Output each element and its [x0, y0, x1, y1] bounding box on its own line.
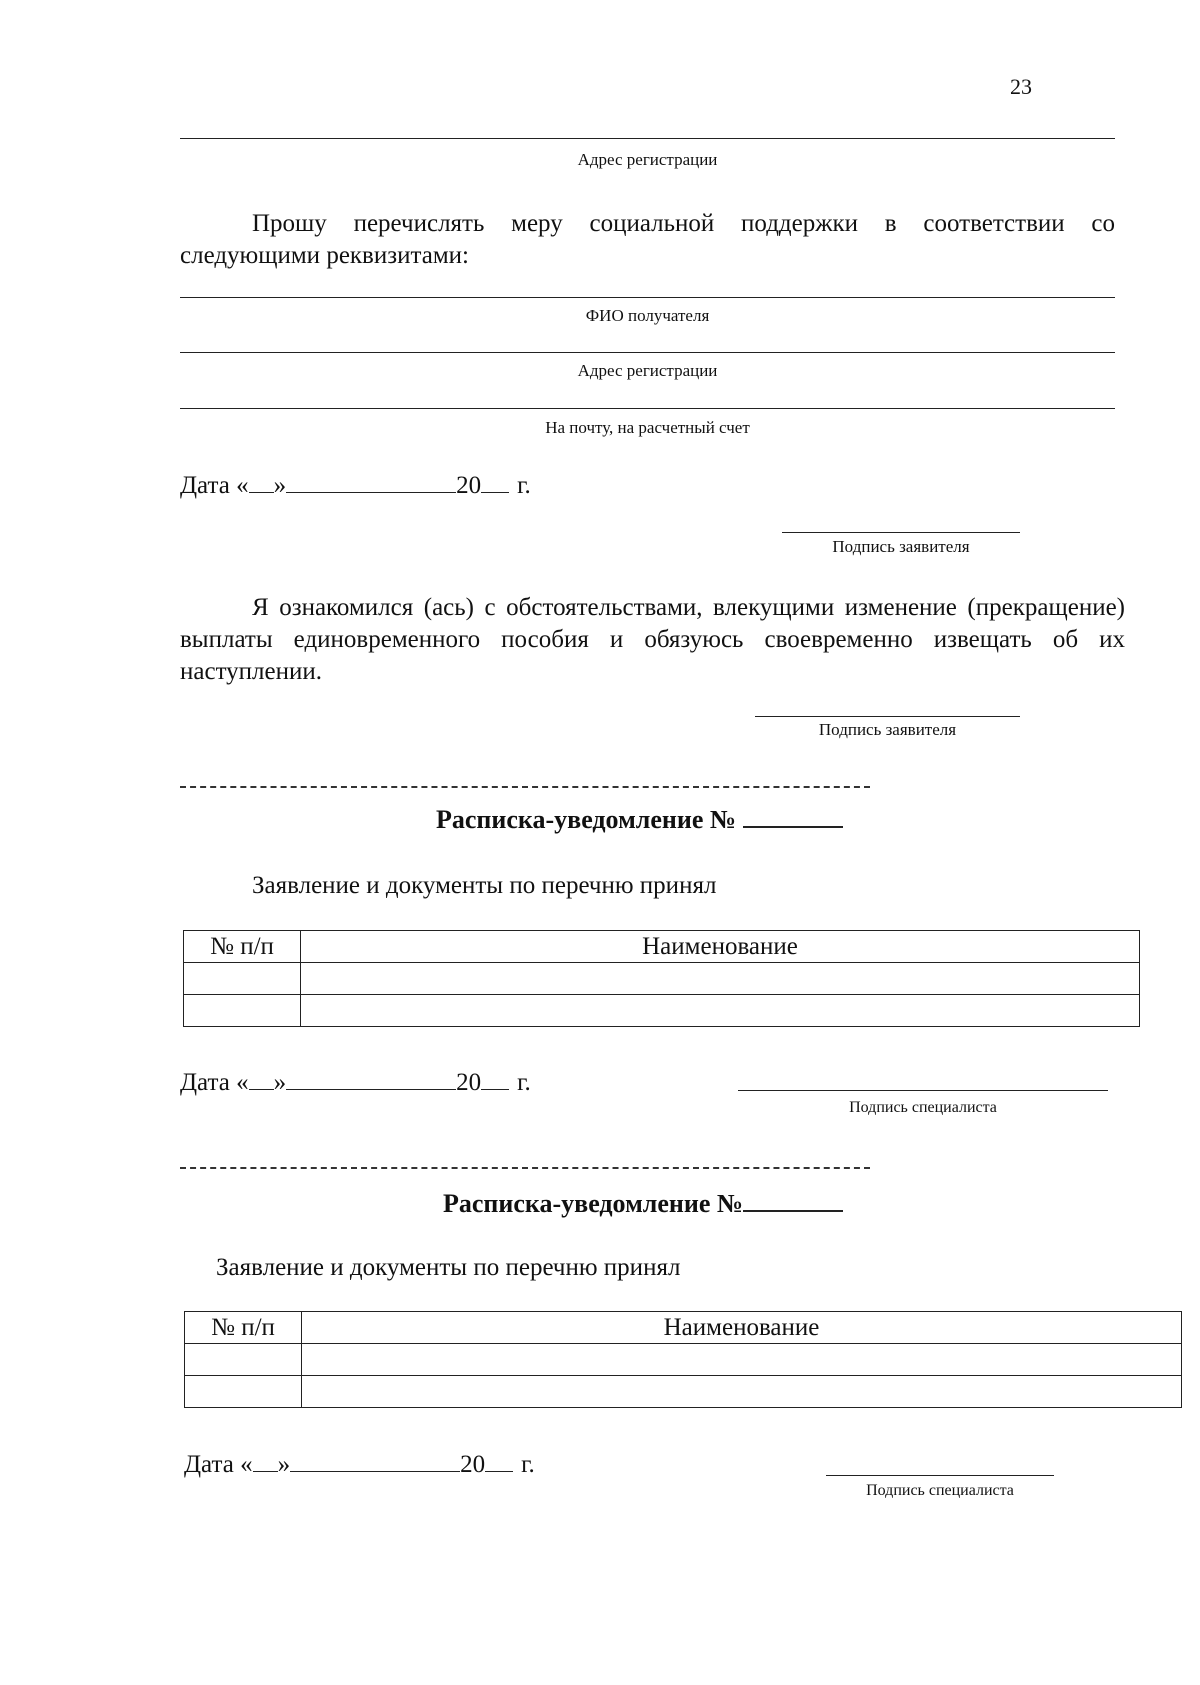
- cut-line: [180, 1167, 870, 1169]
- table-cell[interactable]: [302, 1344, 1182, 1376]
- year-prefix: 20: [460, 1451, 486, 1478]
- date-prefix: Дата «: [184, 1451, 253, 1478]
- specialist-signature-line[interactable]: [826, 1475, 1054, 1476]
- year-suffix: г.: [521, 1451, 535, 1478]
- table-row: [184, 963, 1140, 995]
- documents-table: [184, 1311, 1182, 1408]
- date-prefix: Дата «: [180, 1069, 249, 1096]
- cut-line: [180, 786, 870, 788]
- date-prefix: Дата «: [180, 472, 249, 499]
- applicant-signature-caption: Подпись заявителя: [832, 537, 970, 556]
- documents-table: [183, 930, 1140, 1027]
- month-blank[interactable]: [290, 1449, 460, 1472]
- specialist-signature-line[interactable]: [738, 1090, 1108, 1091]
- year-suffix: г.: [517, 472, 531, 499]
- specialist-signature-caption: Подпись специалиста: [866, 1482, 1014, 1499]
- applicant-signature-caption-2: Подпись заявителя: [818, 720, 957, 739]
- receipt-number-blank[interactable]: [743, 1186, 843, 1212]
- year-suffix: г.: [517, 1069, 531, 1096]
- receipt-title-text: Расписка-уведомление №: [436, 805, 737, 834]
- day-blank[interactable]: [249, 470, 274, 493]
- table-cell[interactable]: [302, 1376, 1182, 1408]
- date-field: [184, 1449, 535, 1479]
- acknowledgement-paragraph: Я ознакомился (ась) с обстоятельствами, влекущими изменение (прекращение) выплаты единовременного пособия и обязуюсь своевременно извещать об их наступлении.: [180, 594, 1125, 685]
- month-blank[interactable]: [286, 470, 456, 493]
- table-cell[interactable]: [185, 1344, 302, 1376]
- accepted-text: Заявление и документы по перечню принял: [216, 1254, 681, 1281]
- table-cell[interactable]: [184, 995, 301, 1027]
- recipient-address-caption: Адрес регистрации: [577, 361, 718, 380]
- table-row: [185, 1344, 1182, 1376]
- table-header-row: [184, 931, 1140, 963]
- date-close-quote: »: [277, 1451, 291, 1478]
- recipient-address-line[interactable]: [180, 352, 1115, 353]
- specialist-signature-caption: Подпись специалиста: [849, 1099, 997, 1116]
- day-blank[interactable]: [253, 1449, 278, 1472]
- table-cell[interactable]: [185, 1376, 302, 1408]
- page-number: 23: [1010, 74, 1032, 99]
- day-blank[interactable]: [249, 1067, 274, 1090]
- column-number-header: № п/п: [184, 931, 301, 963]
- accepted-text: Заявление и документы по перечню принял: [252, 872, 717, 899]
- receipt-title-text: Расписка-уведомление №: [443, 1189, 744, 1218]
- table-cell[interactable]: [301, 963, 1140, 995]
- receipt-title: [443, 1186, 843, 1219]
- date-close-quote: »: [273, 1069, 287, 1096]
- table-row: [184, 995, 1140, 1027]
- month-blank[interactable]: [286, 1067, 456, 1090]
- request-paragraph: Прошу перечислять меру социальной поддержки в соответствии со следующими реквизитами:: [180, 210, 1115, 269]
- applicant-signature-line-2[interactable]: [755, 716, 1020, 717]
- table-cell[interactable]: [301, 995, 1140, 1027]
- recipient-name-line[interactable]: [180, 297, 1115, 298]
- column-number-header: № п/п: [185, 1312, 302, 1344]
- year-prefix: 20: [456, 472, 482, 499]
- table-cell[interactable]: [184, 963, 301, 995]
- date-field: [180, 470, 531, 500]
- column-name-header: Наименование: [302, 1312, 1182, 1344]
- date-close-quote: »: [273, 472, 287, 499]
- table-header-row: [185, 1312, 1182, 1344]
- recipient-name-caption: ФИО получателя: [585, 306, 710, 325]
- receipt-number-blank[interactable]: [743, 802, 843, 828]
- table-row: [185, 1376, 1182, 1408]
- year-blank[interactable]: [485, 1449, 513, 1472]
- address-line[interactable]: [180, 138, 1115, 139]
- year-prefix: 20: [456, 1069, 482, 1096]
- year-blank[interactable]: [481, 470, 509, 493]
- year-blank[interactable]: [481, 1067, 509, 1090]
- payment-method-caption: На почту, на расчетный счет: [545, 418, 750, 437]
- applicant-signature-line[interactable]: [782, 532, 1020, 533]
- date-field: [180, 1067, 531, 1097]
- column-name-header: Наименование: [301, 931, 1140, 963]
- receipt-title: [436, 802, 843, 835]
- payment-method-line[interactable]: [180, 408, 1115, 409]
- address-caption: Адрес регистрации: [577, 150, 718, 169]
